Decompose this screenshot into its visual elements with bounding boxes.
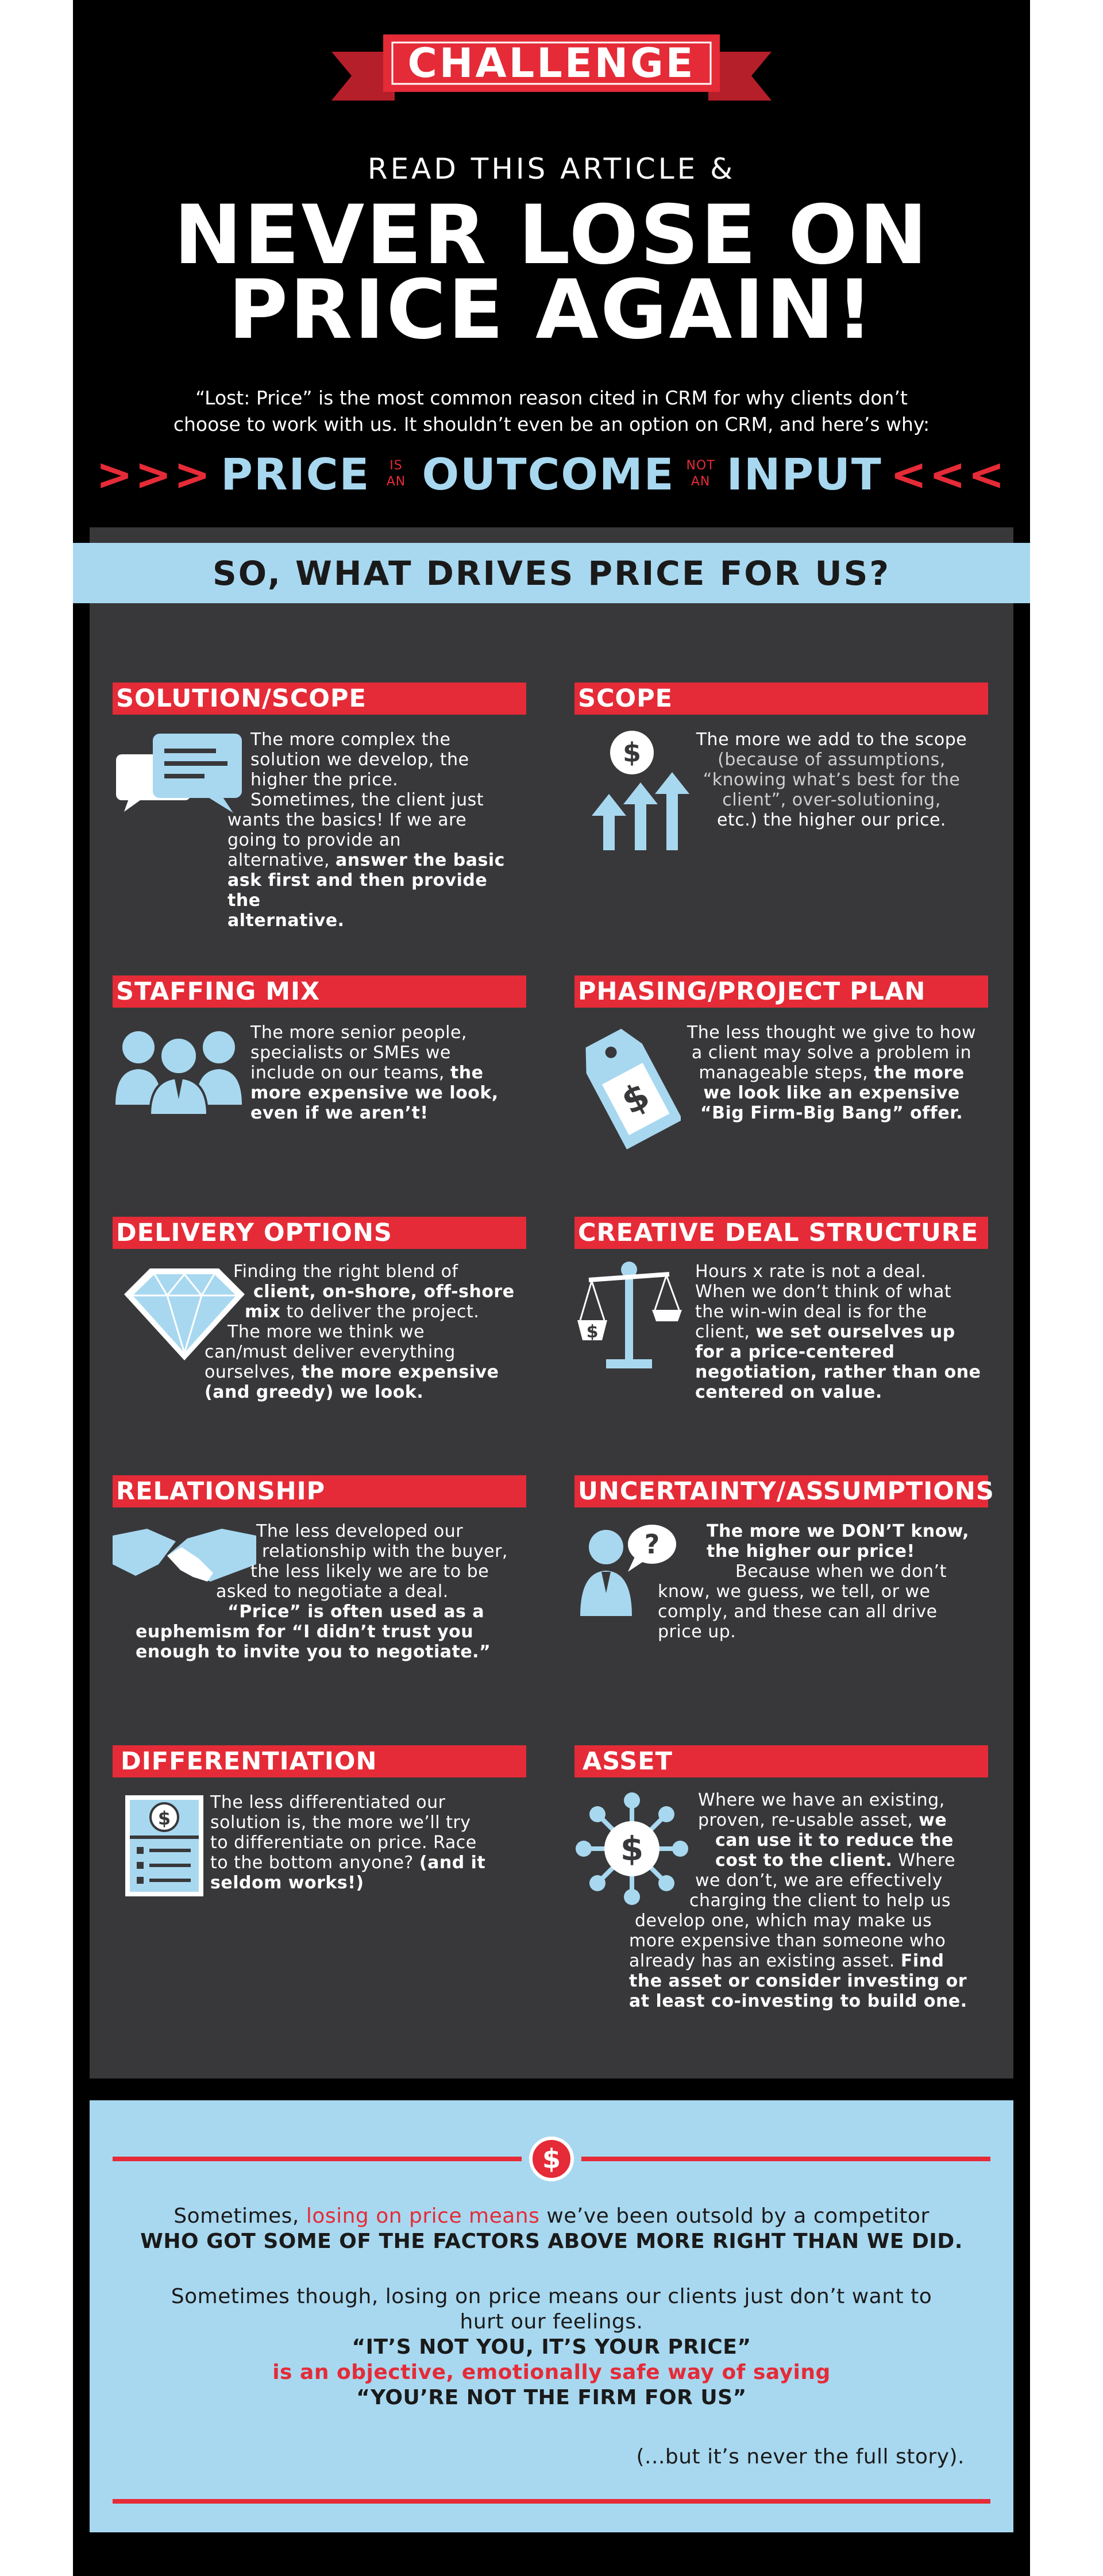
text-span-bold: the xyxy=(450,1063,484,1083)
text-span-bold: client, on-shore, off-shore xyxy=(253,1282,515,1302)
section-heading-band xyxy=(73,543,1030,603)
text-line: Because when we don’t xyxy=(735,1561,947,1582)
text-line: The less thought we give to how xyxy=(687,1023,977,1043)
page-title-line-1: NEVER LOSE ON xyxy=(173,188,930,283)
text-span-bold: enough to invite you to negotiate.” xyxy=(136,1642,491,1662)
text-span-bold: seldom works!) xyxy=(210,1873,364,1893)
text-span-bold: ask first and then provide the xyxy=(227,870,488,911)
text-span: to the bottom anyone? xyxy=(210,1853,419,1873)
text-span: proven, re-usable asset, xyxy=(698,1810,919,1830)
svg-text:$: $ xyxy=(620,1829,644,1868)
text-line: going to provide an xyxy=(227,830,402,850)
text-span-bold: cost to the client. xyxy=(715,1850,893,1871)
svg-text:$: $ xyxy=(586,1322,599,1342)
factor-card-delivery-options xyxy=(113,1217,526,1402)
text-span-bold: the more xyxy=(874,1063,965,1083)
text-span-bold: “Big Firm-Big Bang” offer. xyxy=(700,1103,963,1123)
footer-line-2: WHO GOT SOME OF THE FACTORS ABOVE MORE RIGHT THAN WE DID. xyxy=(140,2230,963,2253)
text-line: a client may solve a problem in xyxy=(691,1043,972,1063)
svg-text:?: ? xyxy=(644,1529,660,1560)
factors-panel xyxy=(90,527,1013,2078)
text-span: already has an existing asset. xyxy=(629,1951,901,1971)
challenge-ribbon xyxy=(73,29,1030,115)
factor-text xyxy=(574,1790,988,2011)
factor-card-uncertainty-assumptions xyxy=(574,1475,994,1648)
text-line xyxy=(113,1362,526,1382)
text-line: wants the basics! If we are xyxy=(227,810,467,830)
dollar-symbol: $ xyxy=(529,2137,574,2181)
text-span-bold: even if we aren’t! xyxy=(250,1103,429,1123)
factor-card-asset xyxy=(574,1745,988,2010)
text-line: know, we guess, we tell, or we xyxy=(658,1582,931,1602)
factor-title: CREATIVE DEAL STRUCTURE xyxy=(574,1217,988,1249)
factor-card-staffing-mix xyxy=(113,975,526,1125)
balance-scale-icon xyxy=(574,1257,684,1380)
text-span-bold: “Price” is often used as a xyxy=(227,1602,485,1622)
factor-title: UNCERTAINTY/ASSUMPTIONS xyxy=(574,1475,988,1507)
intro-line-1: “Lost: Price” is the most common reason cited in CRM for why clients don’t xyxy=(195,387,908,409)
text-line: The more we add to the scope xyxy=(696,730,967,750)
factor-title: SOLUTION/SCOPE xyxy=(113,682,526,715)
svg-text:$: $ xyxy=(614,1074,657,1123)
factor-card-scope xyxy=(574,682,988,855)
text-span-bold: can use it to reduce the xyxy=(715,1830,954,1850)
intro-line-2: choose to work with us. It shouldn’t even be an option on CRM, and here’s why: xyxy=(173,413,930,435)
text-line xyxy=(574,1850,988,1871)
text-span-bold: The more we DON’T know, xyxy=(707,1521,970,1541)
dollar-coin-icon xyxy=(522,2129,581,2189)
text-span-bold: (and it xyxy=(419,1853,486,1873)
factor-text xyxy=(574,1521,988,1642)
factor-card-solution-scope xyxy=(113,682,526,931)
factor-title: STAFFING MIX xyxy=(113,975,526,1008)
text-line: The more complex the xyxy=(250,730,451,750)
footer-quote-1: “IT’S NOT YOU, IT’S YOUR PRICE” xyxy=(352,2335,751,2359)
factor-card-differentiation xyxy=(113,1745,526,1893)
svg-text:$: $ xyxy=(157,1807,171,1829)
footer-line-red: is an objective, emotionally safe way of saying xyxy=(272,2361,831,2384)
text-span-bold: negotiation, rather than one xyxy=(695,1362,981,1382)
text-span-bold: mix xyxy=(245,1302,281,1322)
text-span-bold: more expensive we look, xyxy=(250,1083,499,1103)
factor-text xyxy=(113,1521,526,1662)
footer-callout xyxy=(90,2100,1013,2532)
section-heading: SO, WHAT DRIVES PRICE FOR US? xyxy=(213,553,890,593)
text-line: to differentiate on price. Race xyxy=(210,1833,477,1853)
text-line xyxy=(574,1810,988,1830)
factor-text xyxy=(210,1792,526,1893)
text-line: comply, and these can all drive xyxy=(658,1602,938,1622)
text-span: Sometimes, xyxy=(173,2204,306,2228)
text-line: we don’t, we are effectively xyxy=(695,1871,943,1891)
footer-line-3: Sometimes though, losing on price means our clients just don’t want to xyxy=(171,2285,932,2308)
text-line: higher the price. xyxy=(250,770,399,790)
text-span: alternative, xyxy=(227,850,336,870)
text-span-bold: we xyxy=(919,1810,947,1830)
ribbon-label: CHALLENGE xyxy=(407,40,696,87)
intro-paragraph xyxy=(96,385,1007,438)
tagline-is-an xyxy=(378,458,414,490)
text-line: the less likely we are to be xyxy=(250,1561,489,1582)
footer-quote-2: “YOU’RE NOT THE FIRM FOR US” xyxy=(356,2386,747,2409)
text-span-bold: we set ourselves up xyxy=(755,1322,955,1342)
tagline-not-an xyxy=(683,458,719,490)
factor-title: DIFFERENTIATION xyxy=(113,1745,526,1777)
factor-card-creative-deal-structure xyxy=(574,1217,988,1402)
text-line xyxy=(695,1322,988,1342)
page-title-line-2: PRICE AGAIN! xyxy=(228,263,875,357)
text-line: more expensive than someone who xyxy=(629,1931,946,1951)
text-span: manageable steps, xyxy=(699,1063,874,1083)
text-line: charging the client to help us xyxy=(689,1891,951,1911)
text-span: we’ve been outsold by a competitor xyxy=(539,2204,930,2228)
text-line xyxy=(210,1853,526,1873)
text-line: solution is, the more we’ll try xyxy=(210,1813,471,1833)
text-line: Hours x rate is not a deal. xyxy=(695,1262,927,1282)
footer-line-1 xyxy=(107,2204,996,2229)
text-line: develop one, which may make us xyxy=(635,1911,932,1931)
text-span-bold: the asset or consider investing or xyxy=(629,1971,967,1991)
factor-text xyxy=(675,730,988,830)
tagline-word-outcome: OUTCOME xyxy=(422,448,675,500)
text-line: The less developed our xyxy=(256,1521,464,1541)
right-arrows: <<< xyxy=(890,448,1007,500)
factor-card-relationship xyxy=(113,1475,526,1662)
tagline-an: AN xyxy=(386,475,406,489)
text-line: etc.) the higher our price. xyxy=(717,810,946,830)
text-line xyxy=(574,1951,988,1971)
tagline-word-input: INPUT xyxy=(726,448,882,500)
tagline-not: NOT xyxy=(686,458,715,473)
text-line: When we don’t think of what xyxy=(695,1282,952,1302)
text-line: specialists or SMEs we xyxy=(250,1043,451,1063)
text-line: Finding the right blend of xyxy=(233,1262,458,1282)
tagline-is: IS xyxy=(389,458,403,473)
text-span-bold: answer the basic xyxy=(335,850,505,870)
factor-text xyxy=(675,1023,988,1123)
text-span-bold: the more expensive xyxy=(301,1362,499,1382)
text-line: the win-win deal is for the xyxy=(695,1302,927,1322)
text-span-red: losing on price means xyxy=(306,2204,540,2228)
text-line xyxy=(113,850,526,870)
text-line: client”, over-solutioning, xyxy=(722,790,941,810)
text-line: Where we have an existing, xyxy=(698,1790,945,1810)
text-line: The less differentiated our xyxy=(210,1792,446,1813)
text-line: asked to negotiate a deal. xyxy=(216,1582,449,1602)
text-line: The more senior people, xyxy=(250,1023,467,1043)
pre-title: READ THIS ARTICLE & xyxy=(367,152,736,186)
tagline xyxy=(73,442,1030,506)
text-line: solution we develop, the xyxy=(250,750,469,770)
factor-text xyxy=(113,730,526,931)
price-list-icon xyxy=(124,1794,205,1900)
text-line xyxy=(675,1063,988,1083)
text-span-bold: Find xyxy=(900,1951,944,1971)
text-span-bold: (and greedy) we look. xyxy=(205,1382,424,1402)
text-span: to deliver the project. xyxy=(280,1302,480,1322)
svg-text:$: $ xyxy=(622,737,642,768)
text-span-bold: euphemism for “I didn’t trust you xyxy=(136,1622,474,1642)
text-line: Sometimes, the client just xyxy=(250,790,484,810)
text-span-bold: centered on value. xyxy=(695,1382,882,1402)
factor-title: SCOPE xyxy=(574,682,988,715)
factor-text xyxy=(250,1023,526,1123)
text-span-bold: we look like an expensive xyxy=(703,1083,960,1103)
tagline-an-2: AN xyxy=(691,475,711,489)
text-span: Where xyxy=(892,1850,956,1871)
text-line xyxy=(250,1063,526,1083)
factor-title: PHASING/PROJECT PLAN xyxy=(574,975,988,1008)
left-arrows: >>> xyxy=(96,448,213,500)
factor-text xyxy=(113,1262,526,1402)
infographic-poster xyxy=(73,0,1030,2576)
text-line: “knowing what’s best for the xyxy=(703,770,961,790)
text-line: price up. xyxy=(658,1622,736,1642)
footer-closing-note: (...but it’s never the full story). xyxy=(636,2445,965,2469)
price-tag-icon xyxy=(577,1020,681,1155)
footer-line-4: hurt our feelings. xyxy=(460,2310,643,2334)
text-line: can/must deliver everything xyxy=(205,1342,456,1362)
text-span-bold: for a price-centered xyxy=(695,1342,895,1362)
tagline-word-price: PRICE xyxy=(221,448,371,500)
text-line: The more we think we xyxy=(227,1322,425,1342)
factor-card-phasing-project-plan xyxy=(574,975,988,1125)
factor-text xyxy=(695,1262,988,1402)
text-span-bold: at least co-investing to build one. xyxy=(629,1991,967,2011)
bottom-red-rule xyxy=(113,2499,990,2504)
factor-title: RELATIONSHIP xyxy=(113,1475,526,1507)
text-span: ourselves, xyxy=(205,1362,302,1382)
text-span-bold: the higher our price! xyxy=(707,1541,915,1561)
text-span: include on our teams, xyxy=(250,1063,450,1083)
factor-title: ASSET xyxy=(574,1745,988,1777)
team-people-icon xyxy=(113,1024,245,1119)
factor-title: DELIVERY OPTIONS xyxy=(113,1217,526,1249)
text-line xyxy=(113,1302,526,1322)
text-line: (because of assumptions, xyxy=(718,750,946,770)
text-line: relationship with the buyer, xyxy=(262,1541,508,1561)
text-span-bold: alternative. xyxy=(227,911,345,931)
text-span: client, xyxy=(695,1322,756,1342)
